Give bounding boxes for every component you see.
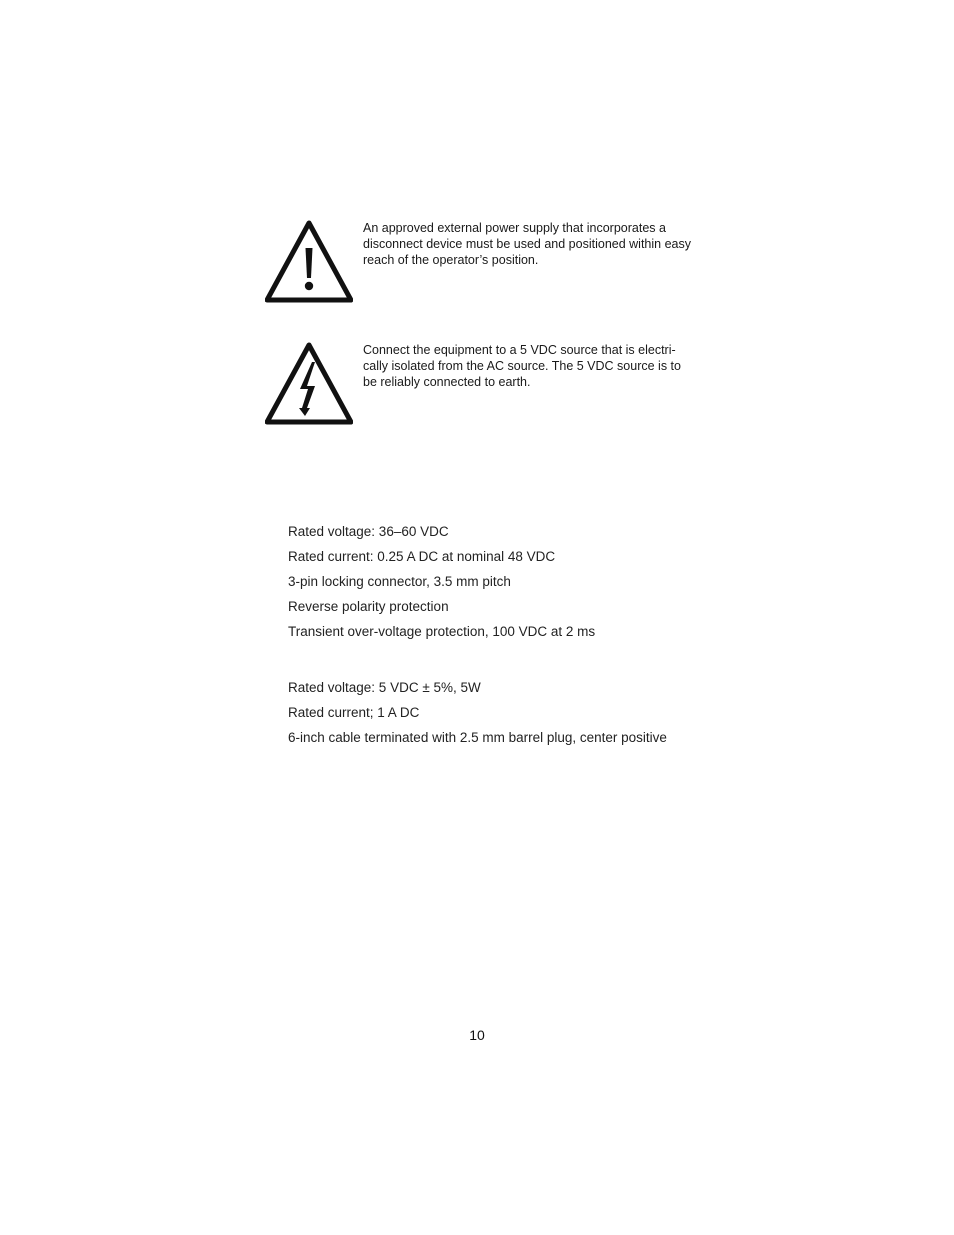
output-power-specs bbox=[288, 675, 667, 750]
input-power-specs bbox=[288, 519, 595, 644]
exclamation-warning-icon bbox=[265, 220, 353, 304]
spec-item: Rated current: 0.25 A DC at nominal 48 VDC bbox=[288, 549, 556, 564]
spec-item: Rated voltage: 5 VDC ± 5%, 5W bbox=[288, 680, 481, 695]
spec-item: 6-inch cable terminated with 2.5 mm barrel plug, center positive bbox=[288, 730, 667, 745]
spec-item: Reverse polarity protection bbox=[288, 599, 449, 614]
spec-item: 3-pin locking connector, 3.5 mm pitch bbox=[288, 574, 511, 589]
spec-item: Rated voltage: 36–60 VDC bbox=[288, 524, 449, 539]
electrical-hazard-icon bbox=[265, 342, 353, 426]
warning-text: An approved external power supply that incorporates a disconnect device must be used and positioned within easy reach of the operator’s position. bbox=[363, 221, 691, 267]
spec-item: Transient over-voltage protection, 100 VDC at 2 ms bbox=[288, 624, 596, 639]
warning-text: Connect the equipment to a 5 VDC source that is electri-cally isolated from the AC source. The 5 VDC source is to be reliably connected to earth. bbox=[363, 343, 681, 389]
spec-item: Rated current; 1 A DC bbox=[288, 705, 420, 720]
page-number: 10 bbox=[469, 1027, 485, 1043]
